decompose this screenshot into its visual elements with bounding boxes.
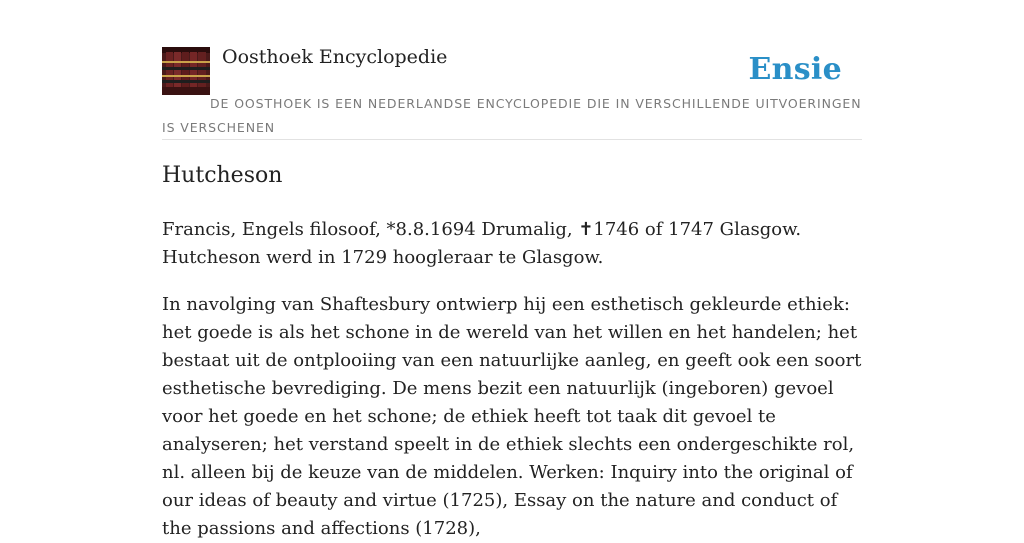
site-header bbox=[162, 0, 862, 140]
page-container bbox=[162, 0, 862, 539]
article-paragraph: In navolging van Shaftesbury ontwierp hij een esthetisch gekleurde ethiek: het goede is als het schone in de wereld van het willen en het handelen; het bestaat uit de ontplooiing van een natuurlijke aanleg, en geeft ook een soort esthetische bevrediging. De mens bezit een natuurlijk (ingeboren) gevoel voor het goede en het schone; de ethiek heeft tot taak dit gevoel te analyseren; het verstand speelt in de ethiek slechts een ondergeschikte rol, nl. alleen bij de keuze van de middelen. Werken: Inquiry into the original of our ideas of beauty and virtue (1725), Essay on the nature and conduct of the passions and affections (1728), bbox=[162, 294, 862, 539]
site-tagline: DE OOSTHOEK IS EEN NEDERLANDSE ENCYCLOPEDIE DIE IN VERSCHILLENDE UITVOERINGEN IS VERSCHENEN bbox=[162, 96, 862, 135]
article-paragraph: Francis, Engels filosoof, *8.8.1694 Drumalig, ✝1746 of 1747 Glasgow. Hutcheson werd in 1729 hoogleraar te Glasgow. bbox=[162, 219, 802, 268]
site-name[interactable]: Oosthoek Encyclopedie bbox=[222, 46, 448, 68]
article-title: Hutcheson bbox=[162, 163, 283, 188]
brand-logo[interactable]: Ensie bbox=[748, 52, 842, 87]
book-spines-icon[interactable] bbox=[162, 47, 210, 95]
